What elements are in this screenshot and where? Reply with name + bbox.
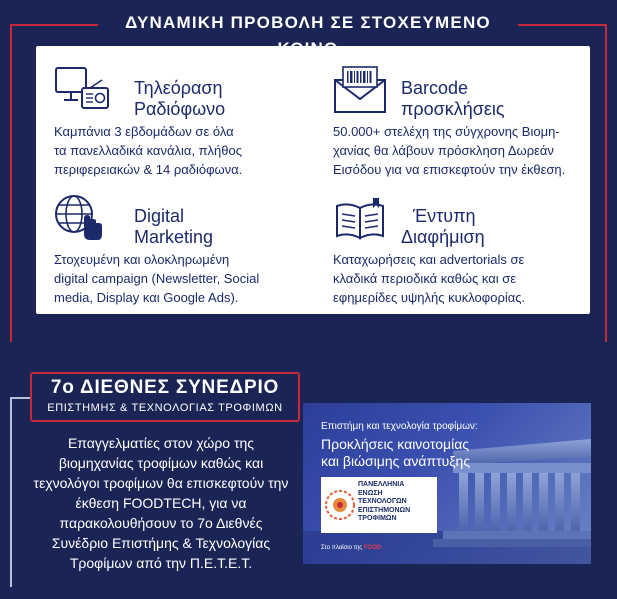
card-desc (54, 250, 259, 307)
poster-headline-line: και βιώσιμης ανάπτυξης (321, 453, 471, 469)
card-tv-radio (54, 66, 314, 176)
card-desc (333, 250, 525, 307)
conference-subtitle: ΕΠΙΣΤΗΜΗΣ & ΤΕΧΝΟΛΟΓΙΑΣ ΤΡΟΦΙΜΩΝ (47, 402, 283, 414)
poster-headline-line: Προκλήσεις καινοτομίας (321, 436, 470, 452)
conference-description: Επαγγελματίες στον χώρο της βιομηχανίας τροφίμων καθώς και τεχνολόγοι τροφίμων θα επισκεφτούν την έκθεση FOODTECH, για να παρακολουθήσουν το 7ο Διεθνές Συνέδριο Επιστήμης & Τεχνολογίας Τροφίμων από την Π.Ε.Τ.Ε.Τ. (33, 435, 289, 571)
logo-emblem-icon (323, 480, 357, 530)
frame-left-fade (10, 284, 12, 344)
logo-line: ΠΑΝΕΛΛΗΝΙΑ (358, 481, 405, 488)
globe-hand-icon (54, 194, 110, 242)
logo-line: ΤΡΟΦΙΜΩΝ (358, 515, 397, 522)
card-title-line1: Τηλεόραση (134, 78, 223, 98)
desc-line: εφημερίδες υψηλής κυκλοφορίας. (333, 290, 526, 305)
desc-line: Καμπάνια 3 εβδομάδων σε όλα (54, 124, 234, 139)
bottom-frame-line (10, 397, 12, 587)
petet-logo (321, 477, 437, 533)
desc-line: περιφερειακών & 14 ραδιόφωνα. (54, 162, 243, 177)
card-desc (54, 122, 242, 179)
barcode-envelope-icon (333, 66, 389, 114)
logo-text (358, 481, 410, 524)
conference-title: 7ο ΔΙΕΘΝΕΣ ΣΥΝΕΔΡΙΟ (50, 377, 280, 398)
section-heading: ΔΥΝΑΜΙΚΗ ΠΡΟΒΟΛΗ ΣΕ ΣΤΟΧΕΥΜΕΝΟ (98, 10, 518, 62)
poster-footer-text: Στο πλαίσιο της (321, 545, 363, 551)
desc-line: τα πανελλαδικά κανάλια, πλήθος (54, 143, 243, 158)
features-panel (36, 46, 590, 314)
desc-line: χανίας θα λάβουν πρόσκληση Δωρεάν (333, 143, 554, 158)
card-desc (333, 122, 565, 179)
frame-right-fade (605, 284, 607, 344)
poster-headline (321, 436, 470, 470)
logo-line: ΕΝΩΣΗ (358, 489, 383, 497)
logo-line: ΕΠΙΣΤΗΜΟΝΩΝ (358, 506, 411, 514)
card-title-line2: προσκλήσεις (401, 99, 505, 119)
card-title-line1: Έντυπη (413, 206, 476, 226)
card-digital-marketing (54, 194, 314, 304)
desc-line: digital campaign (Newsletter, Social (54, 271, 260, 286)
desc-line: Στοχευμένη και ολοκληρωμένη (54, 252, 230, 267)
card-barcode (333, 66, 583, 176)
desc-line: media, Display και Google Ads). (54, 290, 239, 305)
card-title-line1: Digital (134, 206, 185, 226)
open-book-icon (333, 194, 389, 242)
desc-line: Καταχωρήσεις και advertorials σε (333, 252, 525, 267)
card-title-line2: Ραδιόφωνο (134, 99, 226, 119)
desc-line: Εισόδου για να επισκεφτούν την έκθεση. (333, 162, 566, 177)
tv-radio-icon (54, 66, 110, 114)
conference-poster (303, 403, 591, 564)
card-printed-ads (333, 194, 583, 304)
poster-kicker: Επιστήμη και τεχνολογία τροφίμων: (321, 421, 478, 432)
desc-line: 50.000+ στελέχη της σύγχρονης Βιομη- (333, 124, 560, 139)
card-title-line1: Barcode (401, 78, 469, 98)
conference-title-box (30, 372, 300, 422)
poster-footer-brand: FOOD (363, 545, 382, 551)
poster-footer (321, 545, 381, 551)
desc-line: κλαδικά περιοδικά καθώς και σε (333, 271, 517, 286)
card-title-line2: Marketing (134, 227, 214, 247)
card-title-line2: Διαφήμιση (401, 227, 485, 247)
logo-line: ΤΕΧΝΟΛΟΓΩΝ (358, 498, 407, 505)
